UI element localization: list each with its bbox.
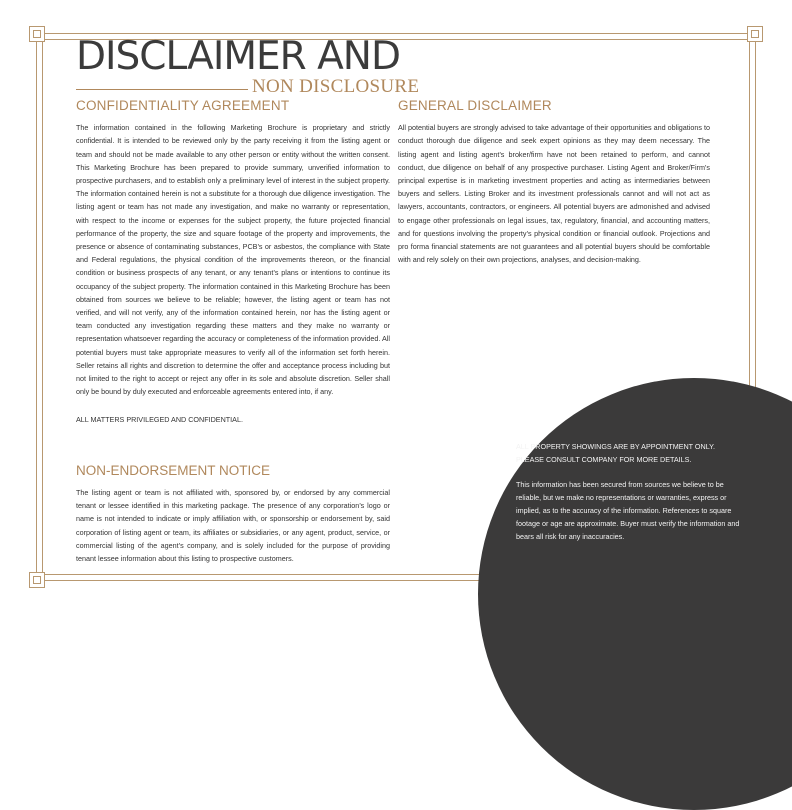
- page-title: DISCLAIMER AND: [76, 34, 400, 79]
- title-divider: [76, 89, 248, 90]
- confidentiality-section: [76, 98, 390, 425]
- showings-line-1: ALL PROPERTY SHOWINGS ARE BY APPOINTMENT ONLY.: [516, 442, 716, 451]
- confidentiality-body: The information contained in the following Marketing Brochure is proprietary and strictly confidential. It is intended to be reviewed only by the party receiving it from the listing agent or team and should not be made available to any other person or entity without the written consent. This Marketing Brochure has been prepared to provide summary, unverified information to prospective purchasers, and to establish only a preliminary level of interest in the subject property. The information contained herein is not a substitute for a thorough due diligence investigation. The listing agent or team has not made any investigation, and make no warranty or representation, with respect to the income or expenses for the subject property, the future projected financial performance of the property, the size and square footage of the property and improvements, the presence or absence of contaminating substances, PCB’s or asbestos, the compliance with State and Federal regulations, the physical condition of the improvements thereon, or the financial condition or business prospects of any tenant, or any tenant’s plans or intentions to continue its occupancy of the subject property. The information contained in this Marketing Brochure has been obtained from sources we believe to be reliable; however, the listing agent or team has not verified, and will not verify, any of the information contained herein, nor has the listing agent or team conducted any investigation regarding these matters and they make no warranty or representation whatsoever regarding the accuracy or completeness of the information provided. All potential buyers must take appropriate measures to verify all of the information set forth herein. Seller retains all rights and discretion to determine the offer and acceptance process including but not limited to the right to accept or reject any offer in its sole and absolute discretion. Seller shall only be bound by duly executed and enforceable agreements entered into, if any.: [76, 123, 390, 397]
- page-subtitle: NON DISCLOSURE: [252, 76, 420, 97]
- confidentiality-heading: CONFIDENTIALITY AGREEMENT: [76, 98, 290, 113]
- non-endorsement-body: The listing agent or team is not affiliated with, sponsored by, or endorsed by any commercial tenant or lessee identified in this marketing package. The presence of any corporation’s logo or name is not intended to indicate or imply affiliation with, or sponsorship or endorsement by, said corporation of listing agent or team, its affiliates or subsidiaries, or any agent, product, service, or commercial listing of the agent’s company, and is solely included for the purpose of providing tenant lessee information about this listing to prospective customers.: [76, 488, 390, 564]
- general-disclaimer-section: [398, 98, 710, 266]
- confidentiality-note: ALL MATTERS PRIVILEGED AND CONFIDENTIAL.: [76, 415, 243, 425]
- showings-notice: [516, 440, 742, 466]
- border-corner-ornament: [29, 572, 45, 588]
- border-corner-ornament: [29, 26, 45, 42]
- non-endorsement-heading: NON-ENDORSEMENT NOTICE: [76, 463, 271, 478]
- showings-disclaimer: This information has been secured from sources we believe to be reliable, but we make no representations or warranties, express or implied, as to the accuracy of the information. References to square footage or age are approximate. Buyer must verify the information and bears all risk for any inaccuracies.: [516, 480, 740, 541]
- general-disclaimer-body: All potential buyers are strongly advised to take advantage of their opportunities and obligations to conduct thorough due diligence and seek expert opinions as they may deem necessary. The listing agent and listing agent’s broker/firm have not been retained to perform, and cannot conduct, due diligence on behalf of any prospective purchaser. Listing Agent and Broker/Firm’s principal expertise is in marketing investment properties and acting as intermediaries between buyers and sellers. Listing Broker and its investment professionals cannot and will not act as lawyers, accountants, contractors, or engineers. All potential buyers are admonished and advised to engage other professionals on legal issues, tax, regulatory, financial, and accounting matters, and for questions involving the property’s physical condition or financial outlook. Projections and pro forma financial statements are not guarantees and all potential buyers should be comfortable with and rely solely on their own projections, analyses, and decision-making.: [398, 123, 710, 265]
- general-disclaimer-heading: GENERAL DISCLAIMER: [398, 98, 552, 113]
- border-corner-ornament: [747, 26, 763, 42]
- showings-line-2: PLEASE CONSULT COMPANY FOR MORE DETAILS.: [516, 455, 692, 464]
